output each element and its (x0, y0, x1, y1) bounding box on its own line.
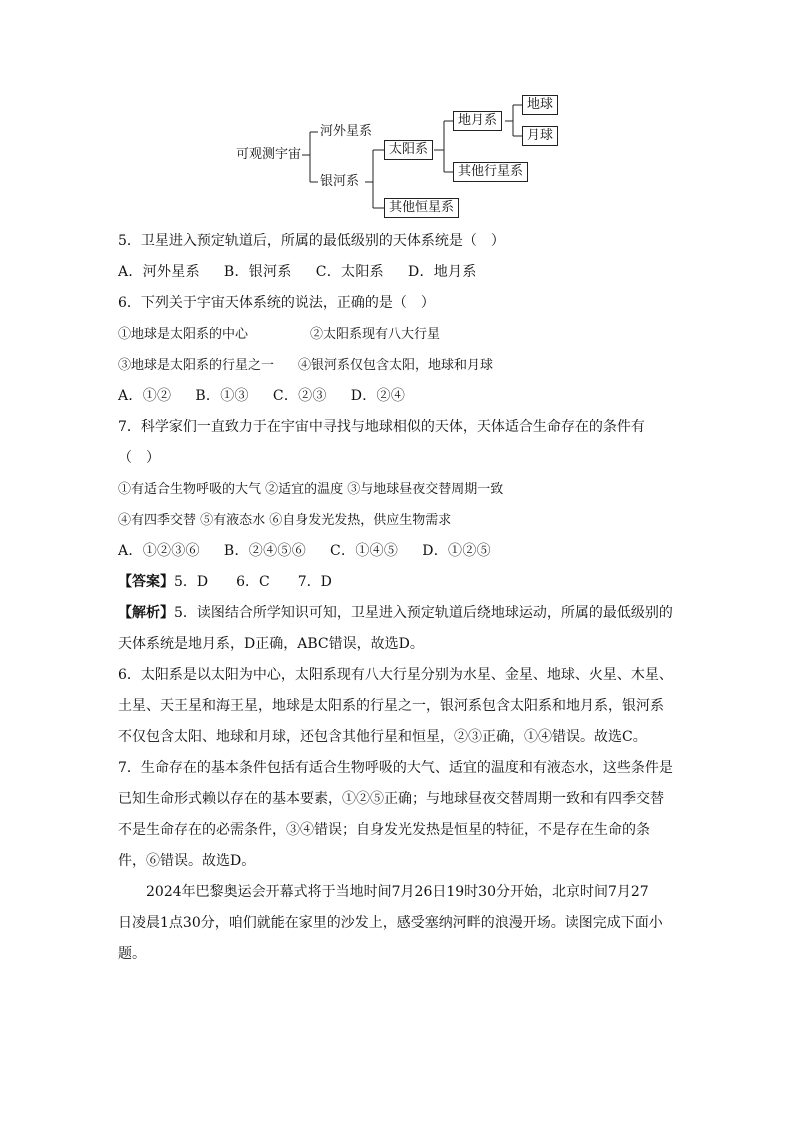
question-6-statements-row1 (118, 319, 678, 350)
analysis-6-line2: 土星、天王星和海王星，地球是太阳系的行星之一，银河系包含太阳系和地月系，银河系 (118, 698, 664, 714)
analysis-5-line1 (118, 598, 678, 629)
analysis-7-line2: 已知生命形式赖以存在的基本要素，①②⑤正确；与地球昼夜交替周期一致和有四季交替 (118, 791, 664, 807)
question-5-options (118, 257, 678, 288)
node-moon: 月球 (522, 126, 558, 146)
q7-option-c: C．①④⑤ (330, 543, 399, 559)
node-earth: 地球 (522, 95, 558, 115)
q6-option-a: A．①② (118, 388, 172, 404)
question-6-stem: 6．下列关于宇宙天体系统的说法，正确的是（ ） (118, 295, 435, 311)
analysis-6-line3: 不仅包含太阳、地球和月球，还包含其他行星和恒星，②③正确，①④错误。故选C。 (118, 729, 647, 745)
question-7-conditions-row1: ①有适合生物呼吸的大气 ②适宜的温度 ③与地球昼夜交替周期一致 (118, 482, 504, 497)
analysis-7-line3: 不是生命存在的必需条件，③④错误；自身发光发热是恒星的特征，不是存在生命的条 (118, 822, 650, 838)
q7-option-a: A．①②③⑥ (118, 543, 200, 559)
q5-option-a: A．河外星系 (118, 264, 200, 280)
node-other-planet-systems: 其他行星系 (453, 162, 528, 182)
analysis-7-line4: 件，⑥错误。故选D。 (118, 853, 256, 869)
node-solar-system: 太阳系 (384, 140, 433, 160)
node-other-star-systems: 其他恒星系 (384, 198, 459, 218)
diagram-connectors (0, 0, 794, 230)
universe-hierarchy-diagram (0, 0, 794, 230)
q6-option-b: B．①③ (195, 388, 249, 404)
question-6-statements-row2 (118, 350, 678, 381)
q6-statement-4: ④银河系仅包含太阳，地球和月球 (298, 358, 494, 373)
intro-line3: 题。 (118, 946, 146, 962)
q6-statement-3: ③地球是太阳系的行星之一 (118, 358, 275, 373)
node-extragalactic: 河外星系 (320, 124, 373, 139)
analysis-7-line1: 7．生命存在的基本条件包括有适合生物呼吸的大气、适宜的温度和有液态水，这些条件是 (118, 760, 673, 776)
q6-statement-1: ①地球是太阳系的中心 (118, 327, 249, 342)
intro-line2: 日凌晨1点30分，咱们就能在家里的沙发上，感受塞纳河畔的浪漫开场。读图完成下面小 (118, 915, 663, 931)
answer-text: 5．D 6．C 7．D (174, 574, 332, 590)
analysis-5-text1: 5．读图结合所学知识可知，卫星进入预定轨道后绕地球运动，所属的最低级别的 (174, 605, 673, 621)
q5-option-c: C．太阳系 (315, 264, 384, 280)
question-7-options (118, 536, 678, 567)
question-7-stem: 7．科学家们一直致力于在宇宙中寻找与地球相似的天体，天体适合生命存在的条件有 (118, 419, 645, 435)
question-6-options (118, 381, 678, 412)
node-earth-moon-system: 地月系 (453, 111, 502, 131)
analysis-6-line1: 6．太阳系是以太阳为中心，太阳系现有八大行星分别为水星、金星、地球、火星、木星、 (118, 667, 673, 683)
analysis-label: 【解析】 (118, 605, 174, 621)
node-milky-way: 银河系 (320, 174, 360, 189)
intro-line1: 2024年巴黎奥运会开幕式将于当地时间7月26日19时30分开始，北京时间7月27 (146, 884, 649, 900)
q7-option-b: B．②④⑤⑥ (223, 543, 307, 559)
question-7-conditions-row2: ④有四季交替 ⑤有液态水 ⑥自身发光发热，供应生物需求 (118, 513, 452, 528)
answer-label: 【答案】 (118, 574, 174, 590)
question-5-stem: 5．卫星进入预定轨道后，所属的最低级别的天体系统是（ ） (118, 233, 505, 249)
node-observable-universe: 可观测宇宙 (236, 147, 302, 162)
question-7-stem-continued: （ ） (118, 450, 160, 466)
q5-option-b: B．银河系 (223, 264, 292, 280)
q6-option-c: C．②③ (272, 388, 327, 404)
q6-statement-2: ②太阳系现有八大行星 (310, 327, 441, 342)
q7-option-d: D．①②⑤ (422, 543, 491, 559)
q5-option-d: D．地月系 (407, 264, 477, 280)
analysis-5-line2: 天体系统是地月系，D正确，ABC错误，故选D。 (118, 636, 424, 652)
answer-line (118, 567, 678, 598)
q6-option-d: D．②④ (350, 388, 406, 404)
document-body (118, 226, 678, 970)
